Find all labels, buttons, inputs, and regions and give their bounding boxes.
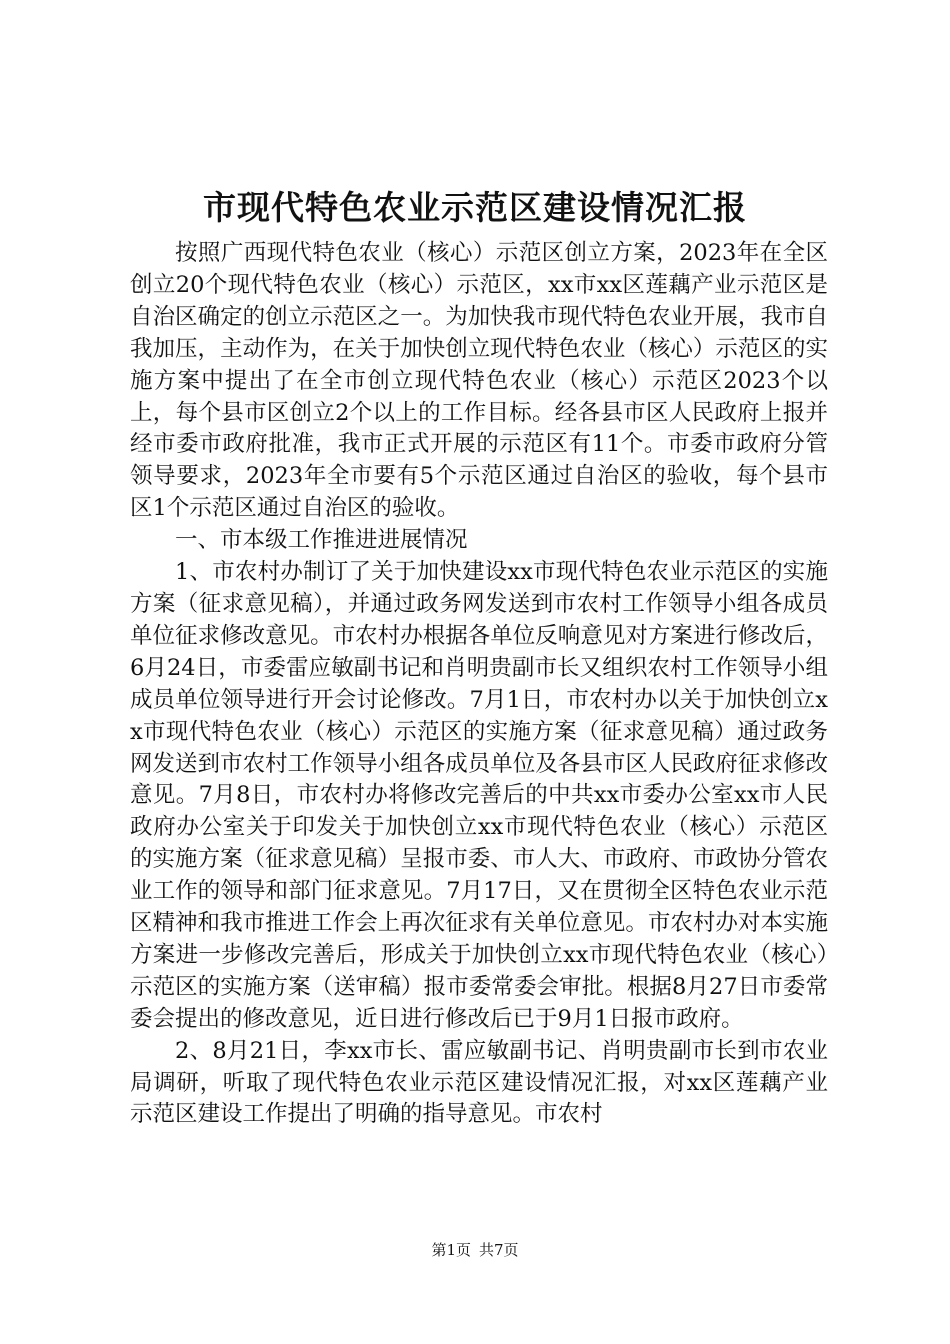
page-number: 第1页	[431, 1241, 471, 1259]
item-2-paragraph: 2、8月21日，李xx市长、雷应敏副书记、肖明贵副市长到市农业局调研，听取了现代特色农业示范区建设情况汇报，对xx区莲藕产业示范区建设工作提出了明确的指导意见。市农村	[130, 1037, 828, 1128]
intro-paragraph: 按照广西现代特色农业（核心）示范区创立方案，2023年在全区创立20个现代特色农业（核心）示范区，xx市xx区莲藕产业示范区是自治区确定的创立示范区之一。为加快我市现代特色农业开展，我市自我加压，主动作为，在关于加快创立现代特色农业（核心）示范区的实施方案中提出了在全市创立现代特色农业（核心）示范区2023个以上，每个县市区创立2个以上的工作目标。经各县市区人民政府上报并经市委市政府批准，我市正式开展的示范区有11个。市委市政府分管领导要求，2023年全市要有5个示范区通过自治区的验收，每个县市区1个示范区通过自治区的验收。	[130, 240, 828, 522]
document-title: 市现代特色农业示范区建设情况汇报	[203, 188, 747, 227]
document-body	[130, 238, 828, 1131]
item-1-paragraph: 1、市农村办制订了关于加快建设xx市现代特色农业示范区的实施方案（征求意见稿），并通过政务网发送到市农村工作领导小组各成员单位征求修改意见。市农村办根据各单位反响意见对方案进行修改后，6月24日，市委雷应敏副书记和肖明贵副市长又组织农村工作领导小组成员单位领导进行开会讨论修改。7月1日，市农村办以关于加快创立xx市现代特色农业（核心）示范区的实施方案（征求意见稿）通过政务网发送到市农村工作领导小组各成员单位及各县市区人民政府征求修改意见。7月8日，市农村办将修改完善后的中共xx市委办公室xx市人民政府办公室关于印发关于加快创立xx市现代特色农业（核心）示范区的实施方案（征求意见稿）呈报市委、市人大、市政府、市政协分管农业工作的领导和部门征求意见。7月17日，又在贯彻全区特色农业示范区精神和我市推进工作会上再次征求有关单位意见。市农村办对本实施方案进一步修改完善后，形成关于加快创立xx市现代特色农业（核心）示范区的实施方案（送审稿）报市委常委会审批。根据8月27日市委常委会提出的修改意见，近日进行修改后已于9月1日报市政府。	[130, 559, 828, 1032]
page-footer	[0, 1240, 950, 1260]
section-heading: 一、市本级工作推进进展情况	[175, 527, 468, 554]
page-total: 共7页	[479, 1241, 519, 1259]
